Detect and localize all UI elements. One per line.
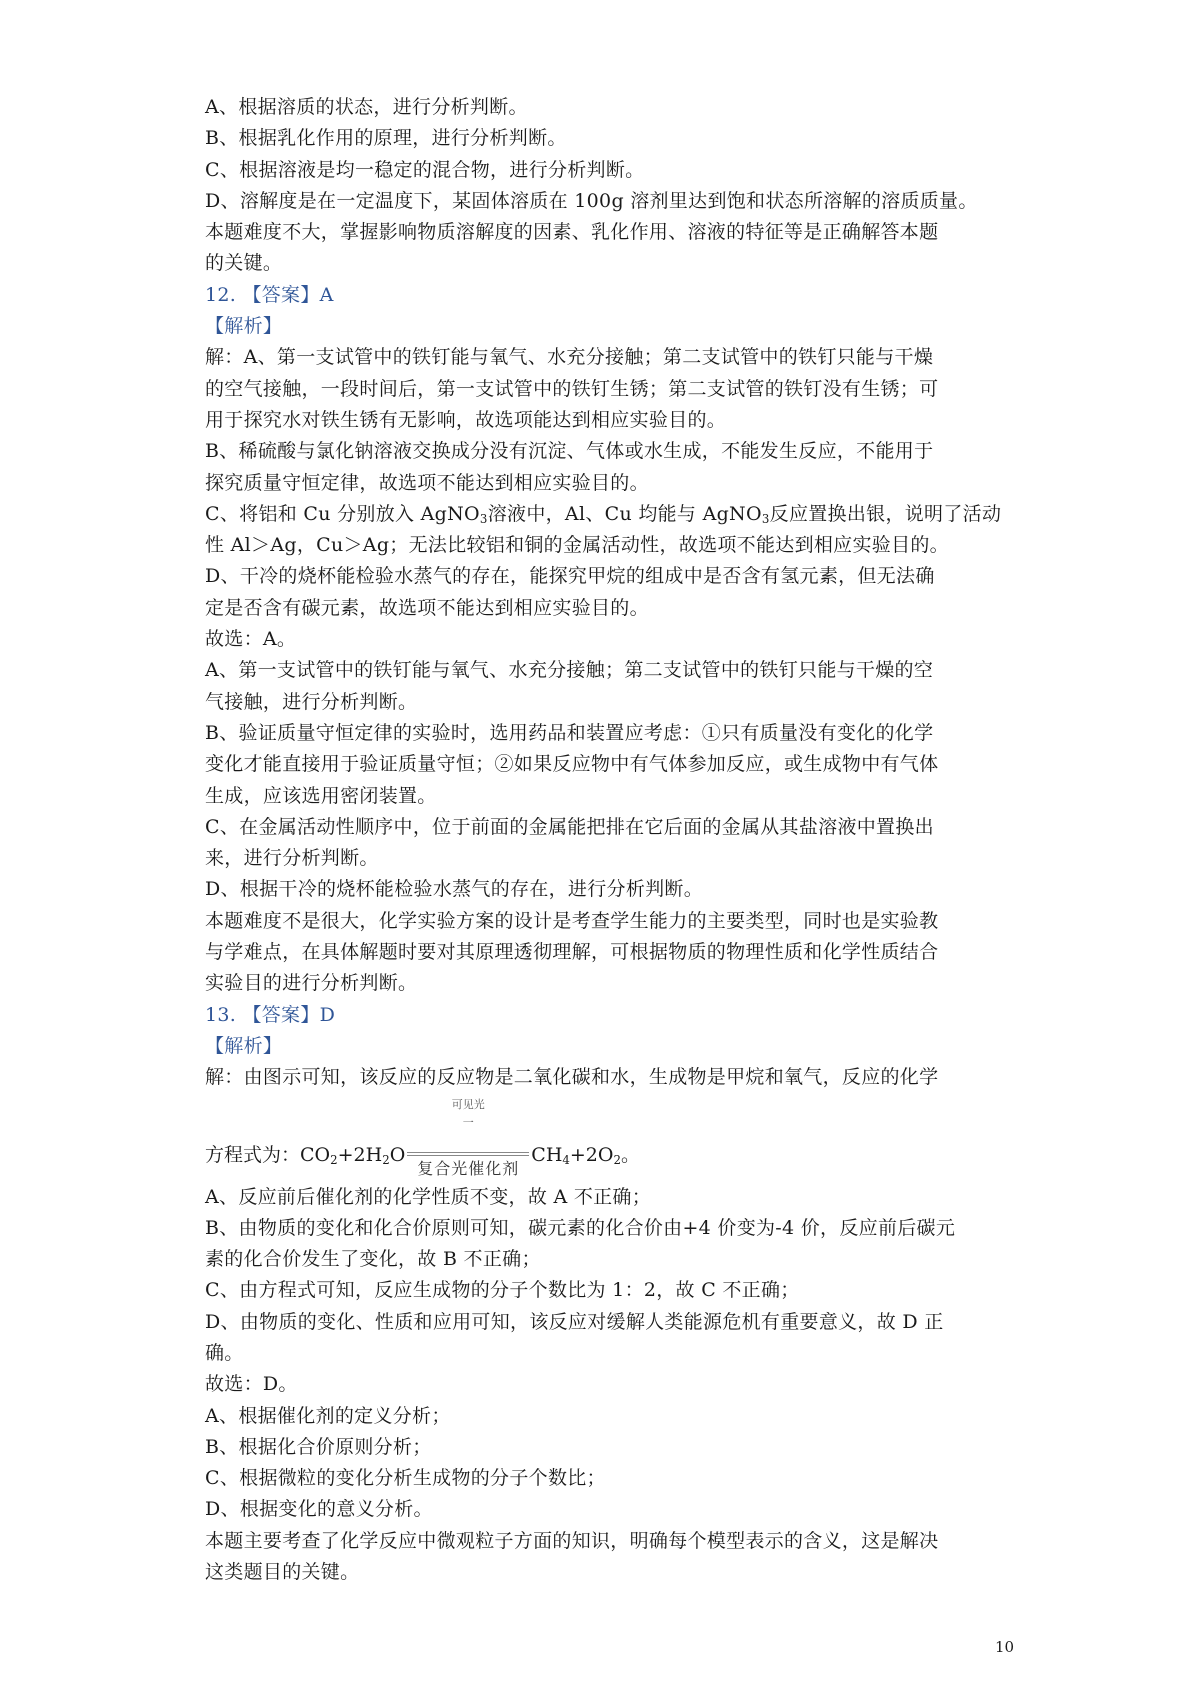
text-line: 的空气接触，一段时间后，第一支试管中的铁钉生锈；第二支试管的铁钉没有生锈；可	[205, 377, 939, 400]
text-fragment: 。	[620, 1143, 640, 1166]
text-fragment: 溶液中，Al、Cu 均能与 AgNO	[487, 502, 762, 525]
text-line: 用于探究水对铁生锈有无影响，故选项能达到相应实验目的。	[205, 408, 727, 431]
text-fragment: C、将铝和 Cu 分别放入 AgNO	[205, 502, 480, 525]
subscript: 3	[761, 512, 770, 527]
text-line: 故选：D。	[205, 1373, 298, 1396]
text-line: D、根据干冷的烧杯能检验水蒸气的存在，进行分析判断。	[205, 878, 704, 901]
analysis-heading-q12: 【解析】	[205, 315, 283, 338]
text-fragment: +2H	[337, 1143, 383, 1166]
answer-heading-q13: 13. 【答案】D	[205, 1003, 336, 1026]
text-line: D、溶解度是在一定温度下，某固体溶质在 100g 溶剂里达到饱和状态所溶解的溶质质量。	[205, 189, 978, 212]
text-line: 确。	[205, 1341, 244, 1364]
text-line: 定是否含有碳元素，故选项不能达到相应实验目的。	[205, 596, 649, 619]
text-line: 这类题目的关键。	[205, 1561, 360, 1584]
text-line-with-formula	[205, 499, 1010, 530]
condition-dash: 一	[462, 1115, 474, 1129]
reaction-condition	[407, 1097, 529, 1178]
text-line: D、干冷的烧杯能检验水蒸气的存在，能探究甲烷的组成中是否含有氢元素，但无法确	[205, 565, 935, 588]
block-q11-tail	[205, 92, 1010, 280]
text-line: 来，进行分析判断。	[205, 847, 379, 870]
subscript: 3	[479, 512, 488, 527]
text-line: C、根据溶液是均一稳定的混合物，进行分析判断。	[205, 158, 645, 181]
text-line: 故选：A。	[205, 628, 297, 651]
text-line: D、根据变化的意义分析。	[205, 1498, 433, 1521]
text-line: 与学难点，在具体解题时要对其原理透彻理解，可根据物质的物理性质和化学性质结合	[205, 941, 939, 964]
text-line: 性 Al＞Ag，Cu＞Ag；无法比较铝和铜的金属活动性，故选项不能达到相应实验目的。	[205, 534, 949, 557]
reaction-arrow-line	[407, 1155, 529, 1156]
text-fragment: 反应置换出银，说明了活动	[769, 502, 1002, 525]
block-q13	[205, 1000, 1010, 1589]
text-line: 素的化合价发生了变化，故 B 不正确；	[205, 1248, 541, 1271]
analysis-heading-q13: 【解析】	[205, 1034, 283, 1057]
text-fragment: O	[389, 1143, 406, 1166]
text-line: C、在金属活动性顺序中，位于前面的金属能把排在它后面的金属从其盐溶液中置换出	[205, 815, 934, 838]
equation-text	[205, 1097, 640, 1178]
text-line: 本题难度不是很大，化学实验方案的设计是考查学生能力的主要类型，同时也是实验教	[205, 909, 939, 932]
chemical-equation	[205, 1094, 1010, 1182]
text-line: 解：由图示可知，该反应的反应物是二氧化碳和水，生成物是甲烷和氧气，反应的化学	[205, 1066, 939, 1089]
text-line: B、根据乳化作用的原理，进行分析判断。	[205, 127, 567, 150]
text-line: B、稀硫酸与氯化钠溶液交换成分没有沉淀、气体或水生成，不能发生反应，不能用于	[205, 440, 934, 463]
text-line: 本题难度不大，掌握影响物质溶解度的因素、乳化作用、溶液的特征等是正确解答本题	[205, 221, 939, 244]
text-line: 变化才能直接用于验证质量守恒；②如果反应物中有气体参加反应，或生成物中有气体	[205, 753, 939, 776]
condition-bottom-label: 复合光催化剂	[417, 1158, 520, 1178]
text-line: 本题主要考查了化学反应中微观粒子方面的知识，明确每个模型表示的含义，这是解决	[205, 1529, 939, 1552]
text-line: A、反应前后催化剂的化学性质不变，故 A 不正确；	[205, 1185, 652, 1208]
text-line: B、由物质的变化和化合价原则可知，碳元素的化合价由+4 价变为-4 价，反应前后碳元	[205, 1216, 956, 1239]
text-line: A、第一支试管中的铁钉能与氧气、水充分接触；第二支试管中的铁钉只能与干燥的空	[205, 659, 934, 682]
text-fragment: CH	[531, 1143, 563, 1166]
block-q12	[205, 280, 1010, 1000]
subscript: 4	[562, 1153, 570, 1168]
page-number: 10	[995, 1638, 1015, 1656]
text-line: A、根据溶质的状态，进行分析判断。	[205, 96, 528, 118]
subscript: 2	[613, 1153, 621, 1168]
text-line: 气接触，进行分析判断。	[205, 690, 418, 713]
text-line: A、根据催化剂的定义分析；	[205, 1404, 451, 1427]
answer-heading-q12: 12. 【答案】A	[205, 283, 334, 306]
text-line: 解：A、第一支试管中的铁钉能与氧气、水充分接触；第二支试管中的铁钉只能与干燥	[205, 346, 934, 369]
condition-top-label: 可见光	[451, 1097, 485, 1111]
subscript: 2	[382, 1153, 390, 1168]
text-line: 的关键。	[205, 252, 283, 275]
text-line: 实验目的进行分析判断。	[205, 972, 418, 995]
subscript: 2	[330, 1153, 338, 1168]
text-line: D、由物质的变化、性质和应用可知，该反应对缓解人类能源危机有重要意义，故 D 正	[205, 1310, 944, 1333]
reaction-arrow-line	[407, 1152, 529, 1153]
text-line: B、验证质量守恒定律的实验时，选用药品和装置应考虑：①只有质量没有变化的化学	[205, 721, 934, 744]
text-line: C、根据微粒的变化分析生成物的分子个数比；	[205, 1467, 606, 1490]
text-line: 生成，应该选用密闭装置。	[205, 784, 437, 807]
text-line: 探究质量守恒定律，故选项不能达到相应实验目的。	[205, 471, 649, 494]
equation-prefix: 方程式为：CO	[205, 1143, 331, 1166]
text-line: C、由方程式可知，反应生成物的分子个数比为 1：2，故 C 不正确；	[205, 1279, 800, 1302]
text-line: B、根据化合价原则分析；	[205, 1435, 432, 1458]
text-fragment: +2O	[569, 1143, 614, 1166]
